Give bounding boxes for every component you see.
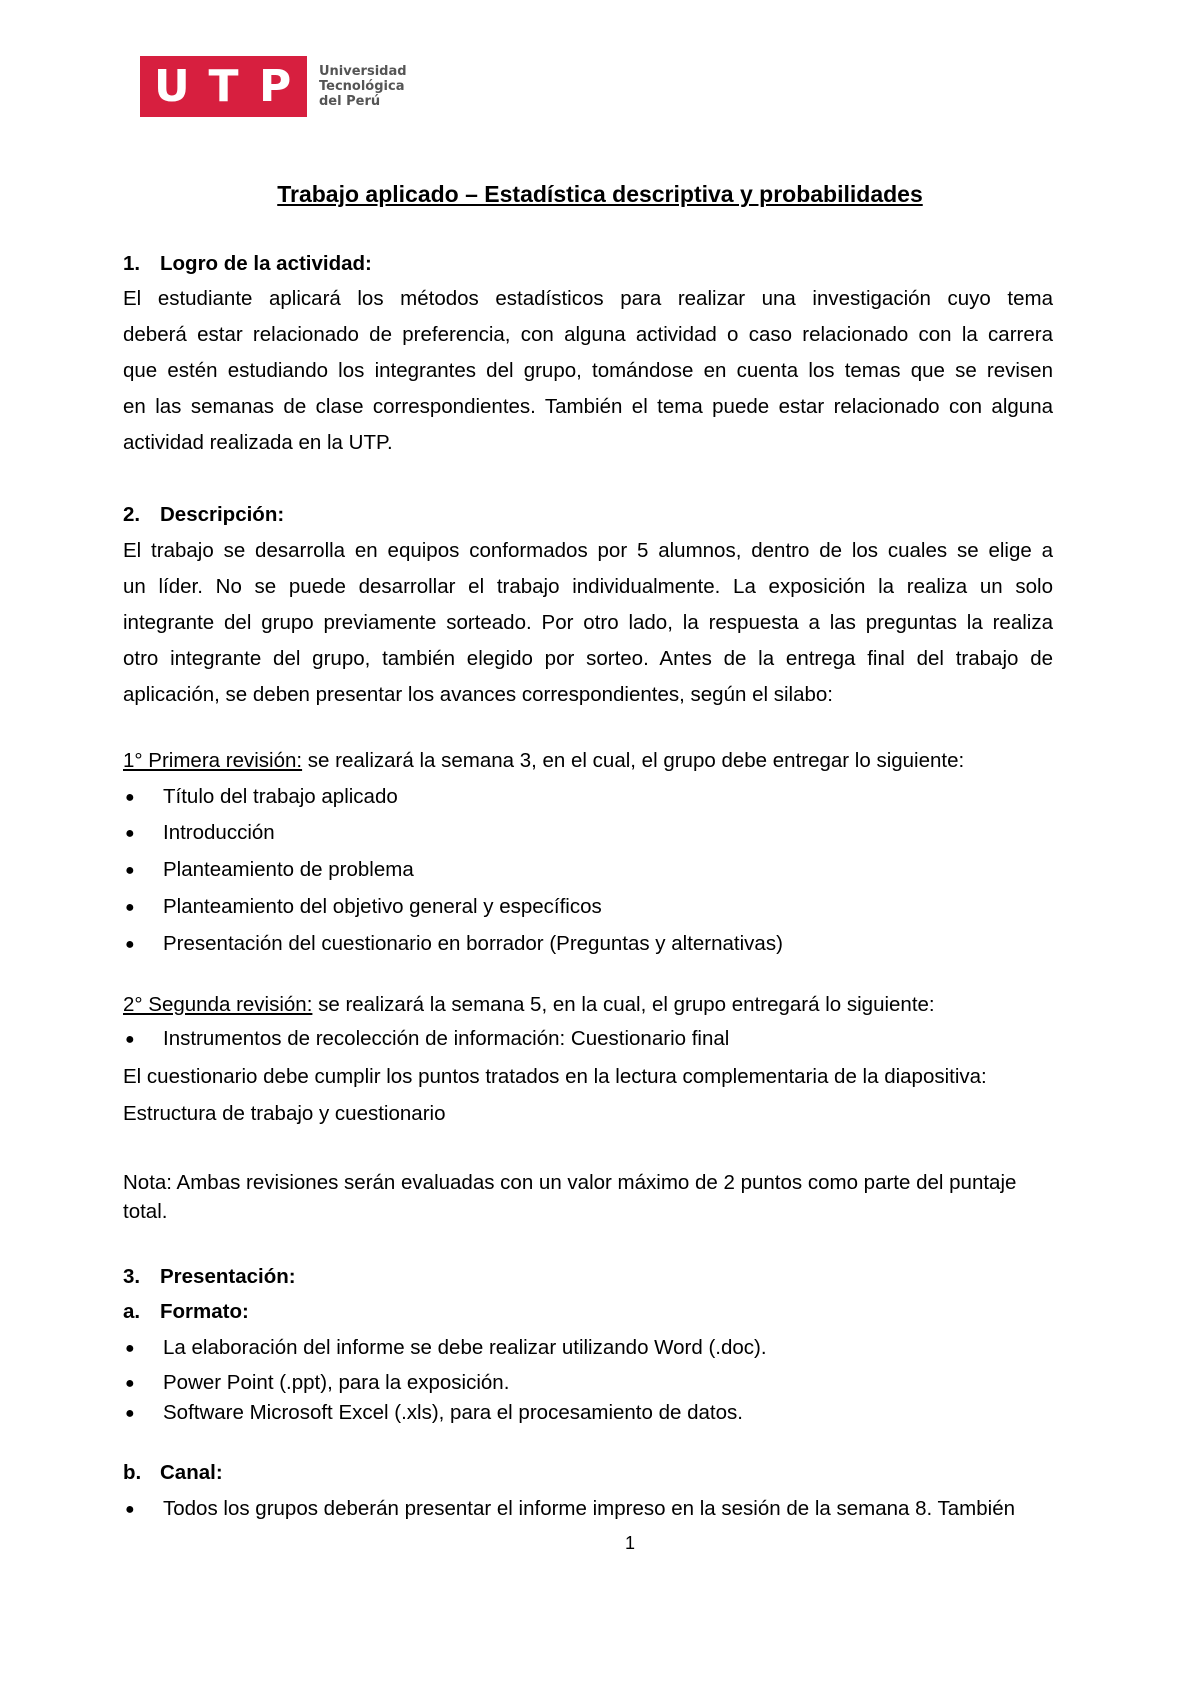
subsection-a-heading — [123, 1299, 249, 1325]
second-review-label: 2° Segunda revisión: — [123, 993, 313, 1016]
list-item-text: Título del trabajo aplicado — [163, 785, 398, 808]
note-line: Nota: Ambas revisiones serán evaluadas con un valor máximo de 2 puntos como parte del puntaje — [123, 1171, 1017, 1194]
first-review-line — [123, 748, 964, 774]
section-1-paragraph-line: deberá estar relacionado de preferencia, con alguna actividad o caso relacionado con la carrera — [123, 323, 1053, 346]
list-item — [123, 1400, 743, 1427]
first-review-text: se realizará la semana 3, en el cual, el grupo debe entregar lo siguiente: — [302, 749, 965, 772]
list-item-text: Planteamiento del objetivo general y específicos — [163, 895, 602, 918]
list-item-text: Power Point (.ppt), para la exposición. — [163, 1371, 510, 1394]
logo-line-3: del Perú — [319, 94, 381, 109]
bullet-icon: ● — [125, 936, 135, 953]
subsection-a-number: a. — [123, 1300, 141, 1323]
section-1-title: Logro de la actividad: — [160, 252, 372, 275]
bullet-icon: ● — [125, 1031, 135, 1048]
logo-wordmark — [319, 64, 407, 109]
section-3-title: Presentación: — [160, 1265, 296, 1288]
document-title: Trabajo aplicado – Estadística descriptiva y probabilidades — [277, 181, 923, 207]
section-2-paragraph-line: El trabajo se desarrolla en equipos conformados por 5 alumnos, dentro de los cuales se elige a — [123, 539, 1053, 562]
bullet-icon: ● — [125, 789, 135, 806]
bullet-icon: ● — [125, 899, 135, 916]
section-1-paragraph-line: que estén estudiando los integrantes del grupo, tomándose en cuenta los temas que se revisen — [123, 359, 1053, 382]
list-item — [123, 1026, 729, 1053]
list-item-text: Introducción — [163, 821, 275, 844]
bullet-icon: ● — [125, 1340, 135, 1357]
section-1-paragraph-line: en las semanas de clase correspondientes. También el tema puede estar relacionado con alguna — [123, 395, 1053, 418]
second-review-paragraph-line: Estructura de trabajo y cuestionario — [123, 1102, 446, 1125]
section-2-title: Descripción: — [160, 503, 285, 526]
section-2-paragraph-line: un líder. No se puede desarrollar el trabajo individualmente. La exposición la realiza un solo — [123, 575, 1053, 598]
bullet-icon: ● — [125, 1375, 135, 1392]
section-3-heading — [123, 1264, 296, 1290]
section-1-heading — [123, 251, 372, 277]
note-line: total. — [123, 1200, 168, 1223]
list-item-text: Presentación del cuestionario en borrador (Preguntas y alternativas) — [163, 932, 783, 955]
bullet-icon: ● — [125, 825, 135, 842]
logo-letter-p: P — [259, 60, 292, 112]
list-item-text: Instrumentos de recolección de información: Cuestionario final — [163, 1027, 730, 1050]
section-2-heading — [123, 502, 284, 528]
bullet-icon: ● — [125, 1501, 135, 1518]
section-2-paragraph-line: integrante del grupo previamente sorteado. Por otro lado, la respuesta a las preguntas la realiza — [123, 611, 1053, 634]
subsection-b-title: Canal: — [160, 1461, 223, 1484]
logo-letter-t: T — [208, 60, 239, 112]
subsection-b-number: b. — [123, 1461, 142, 1484]
page-number: 1 — [624, 1533, 635, 1553]
logo-line-2: Tecnológica — [319, 79, 405, 94]
list-item — [123, 931, 783, 958]
section-3-number: 3. — [123, 1265, 141, 1288]
logo-line-1: Universidad — [319, 64, 407, 79]
list-item — [123, 784, 398, 811]
list-item — [123, 857, 414, 884]
section-2-paragraph-line: aplicación, se deben presentar los avances correspondientes, según el silabo: — [123, 683, 833, 706]
subsection-a-title: Formato: — [160, 1300, 249, 1323]
list-item — [123, 1496, 1015, 1523]
list-item — [123, 1370, 509, 1397]
list-item — [123, 894, 602, 921]
section-1-number: 1. — [123, 252, 141, 275]
bullet-icon: ● — [125, 862, 135, 879]
second-review-line — [123, 992, 935, 1018]
logo-letter-u: U — [153, 60, 190, 112]
list-item-text: Software Microsoft Excel (.xls), para el procesamiento de datos. — [163, 1401, 743, 1424]
bullet-icon: ● — [125, 1405, 135, 1422]
second-review-paragraph-line: El cuestionario debe cumplir los puntos tratados en la lectura complementaria de la diapositiva: — [123, 1065, 987, 1088]
list-item — [123, 1335, 767, 1362]
list-item — [123, 820, 275, 847]
section-1-paragraph-line: actividad realizada en la UTP. — [123, 431, 393, 454]
section-1-paragraph-line: El estudiante aplicará los métodos estadísticos para realizar una investigación cuyo tema — [123, 287, 1053, 310]
subsection-b-heading — [123, 1460, 223, 1486]
section-2-number: 2. — [123, 503, 141, 526]
logo-mark — [140, 56, 307, 117]
first-review-label: 1° Primera revisión: — [123, 749, 303, 772]
list-item-text: Planteamiento de problema — [163, 858, 414, 881]
list-item-text: La elaboración del informe se debe realizar utilizando Word (.doc). — [163, 1336, 767, 1359]
list-item-text: Todos los grupos deberán presentar el informe impreso en la sesión de la semana 8. También — [163, 1497, 1016, 1520]
second-review-text: se realizará la semana 5, en la cual, el grupo entregará lo siguiente: — [312, 993, 935, 1016]
section-2-paragraph-line: otro integrante del grupo, también elegido por sorteo. Antes de la entrega final del trabajo de — [123, 647, 1053, 670]
utp-logo — [140, 56, 407, 117]
